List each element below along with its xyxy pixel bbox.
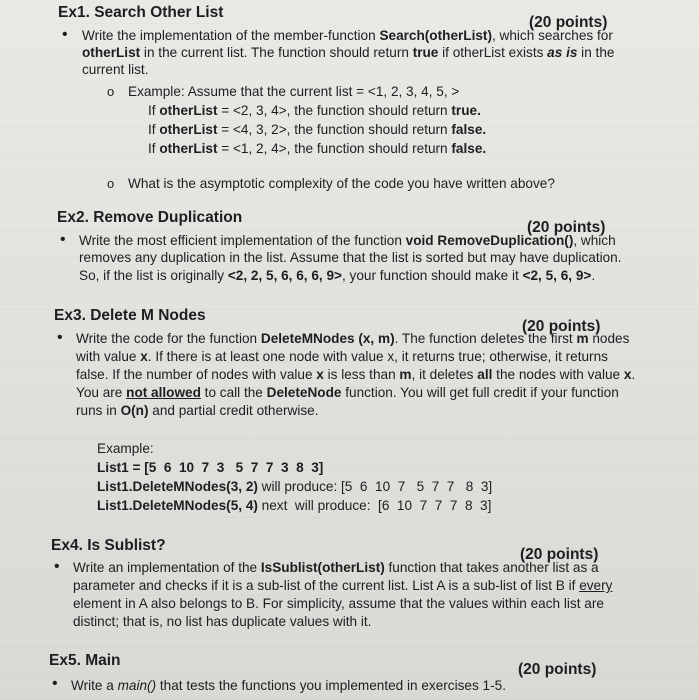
ex3-line1: Write the code for the function DeleteMNodes (x, m). The function deletes the first m nodes bbox=[76, 331, 630, 346]
ex1-example-intro: Example: Assume that the current list = <1, 2, 3, 4, 5, > bbox=[128, 84, 460, 99]
ex3-line5: runs in O(n) and partial credit otherwise. bbox=[76, 403, 319, 418]
ex5-points: (20 points) bbox=[518, 661, 597, 678]
ex1-points: (20 points) bbox=[529, 14, 608, 31]
ex2-line1: Write the most efficient implementation of the function void RemoveDuplication(), which bbox=[79, 233, 616, 248]
ex3-points: (20 points) bbox=[522, 318, 601, 335]
ex1-line2: otherList in the current list. The function should return true if otherList exists as is in the bbox=[82, 45, 615, 60]
ex4-title: Ex4. Is Sublist? bbox=[51, 537, 166, 554]
ex3-call1: List1.DeleteMNodes(3, 2) will produce: [5 6 10 7 5 7 7 8 3] bbox=[97, 479, 493, 494]
ex3-bullet: • bbox=[57, 329, 63, 346]
ex3-line4: You are not allowed to call the DeleteNode function. You will get full credit if your function bbox=[76, 385, 619, 400]
ex4-line2: parameter and checks if it is a sub-list of the current list. List A is a sub-list of list B if every bbox=[73, 578, 613, 593]
ex1-sub-bullet-2: o bbox=[107, 176, 115, 191]
ex2-bullet: • bbox=[60, 231, 66, 248]
ex1-question: What is the asymptotic complexity of the code you have written above? bbox=[128, 176, 555, 191]
ex1-example-3: If otherList = <1, 2, 4>, the function should return false. bbox=[148, 141, 487, 156]
ex2-points: (20 points) bbox=[527, 219, 606, 236]
ex2-line3: So, if the list is originally <2, 2, 5, 6, 6, 6, 9>, your function should make it <2, 5, 6, 9>. bbox=[79, 268, 596, 283]
ex5-line1: Write a main() that tests the functions you implemented in exercises 1-5. bbox=[71, 678, 506, 693]
ex3-line3: false. If the number of nodes with value x is less than m, it deletes all the nodes with value x. bbox=[76, 367, 636, 382]
ex1-line3: current list. bbox=[82, 62, 149, 77]
ex4-line1: Write an implementation of the IsSublist(otherList) function that takes another list as a bbox=[73, 560, 599, 575]
ex1-example-2: If otherList = <4, 3, 2>, the function should return false. bbox=[148, 122, 487, 137]
ex4-points: (20 points) bbox=[520, 546, 599, 563]
ex1-example-1: If otherList = <2, 3, 4>, the function should return true. bbox=[148, 103, 481, 118]
ex2-title: Ex2. Remove Duplication bbox=[57, 209, 243, 226]
ex2-line2: removes any duplication in the list. Assume that the list is sorted but may have duplication. bbox=[79, 250, 622, 265]
ex1-line1: Write the implementation of the member-function Search(otherList), which searches for bbox=[82, 28, 613, 43]
ex3-example-label: Example: bbox=[97, 441, 154, 456]
ex5-title: Ex5. Main bbox=[49, 652, 121, 669]
ex1-bullet: • bbox=[62, 26, 68, 43]
ex3-line2: with value x. If there is at least one node with value x, it returns true; otherwise, it returns bbox=[76, 349, 608, 364]
ex1-title: Ex1. Search Other List bbox=[58, 4, 224, 21]
ex3-list1: List1 = [5 6 10 7 3 5 7 7 3 8 3] bbox=[97, 460, 324, 475]
ex4-line4: distinct; that is, no list has duplicate values with it. bbox=[73, 614, 372, 629]
ex1-sub-bullet: o bbox=[107, 84, 115, 99]
ex3-title: Ex3. Delete M Nodes bbox=[54, 307, 206, 324]
ex5-bullet: • bbox=[52, 675, 58, 692]
ex3-call2: List1.DeleteMNodes(5, 4) next will produce: [6 10 7 7 7 8 3] bbox=[97, 498, 492, 513]
ex4-line3: element in A also belongs to B. For simplicity, assume that the values within each list are bbox=[73, 596, 604, 611]
ex4-bullet: • bbox=[54, 558, 60, 575]
